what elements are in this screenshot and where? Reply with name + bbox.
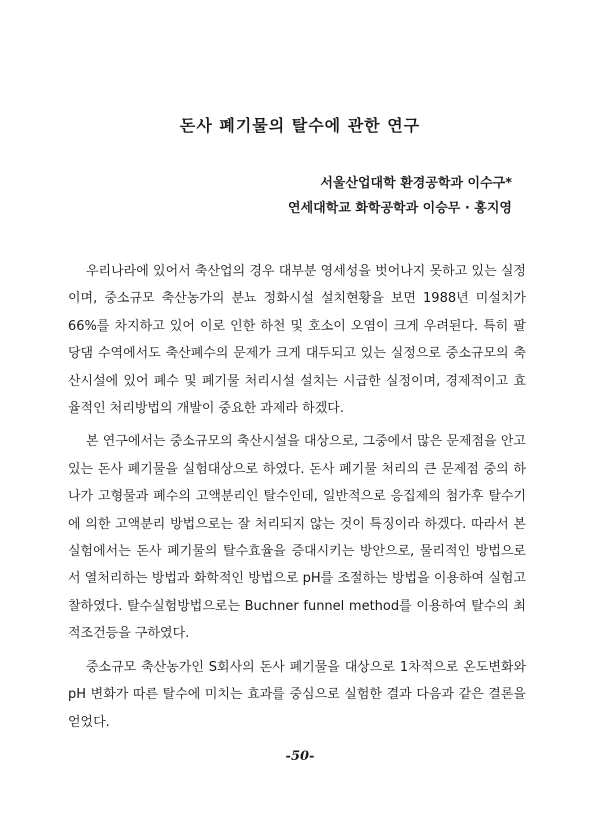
paragraph-3: 중소규모 축산농가인 S회사의 돈사 폐기물을 대상으로 1차적으로 온도변화와 pH 변화가 따른 탈수에 미치는 효과를 중심으로 실험한 결과 다음과 같은 결론을 얻었다. (68, 659, 526, 730)
paragraph-1: 우리나라에 있어서 축산업의 경우 대부분 영세성을 벗어나지 못하고 있는 실정이며, 중소규모 축산농가의 분뇨 정화시설 설치현황을 보면 1988년 미설치가 66%를 차지하고 있어 이로 인한 하천 및 호소이 오염이 크게 우려된다. 특히 팔당댐 수역에서도 축산폐수의 문제가 크게 대두되고 있는 실정으로 중소규모의 축산시설에 있어 폐수 및 폐기물 처리시설 설치는 시급한 실정이며, 경제적이고 효율적인 처리방법의 개발이 중요한 과제라 하겠다. (68, 264, 526, 417)
paragraph-2: 본 연구에서는 중소규모의 축산시설을 대상으로, 그중에서 많은 문제점을 안고 있는 돈사 폐기물을 실험대상으로 하였다. 돈사 폐기물 처리의 큰 문제점 중의 하나가 고형물과 폐수의 고액분리인 탈수인데, 일반적으로 응집제의 첨가후 탈수기에 의한 고액분리 방법으로는 잘 처리되지 않는 것이 특징이라 하겠다. 따라서 본 실험에서는 돈사 폐기물의 탈수효율을 증대시키는 방안으로, 물리적인 방법으로서 열처리하는 방법과 화학적인 방법으로 pH를 조절하는 방법을 이용하여 실험고찰하였다. 탈수실험방법으로는 Buchner funnel method를 이용하여 탈수의 최적조건등을 구하였다. (68, 434, 526, 642)
page-number: -50- (285, 749, 315, 764)
body-text (68, 258, 526, 736)
author-line-1: 서울산업대학 환경공학과 이수구* (320, 176, 512, 191)
paper-title: 돈사 폐기물의 탈수에 관한 연구 (179, 116, 421, 135)
author-line-2: 연세대학교 화학공학과 이승무 · 홍지영 (288, 201, 512, 216)
